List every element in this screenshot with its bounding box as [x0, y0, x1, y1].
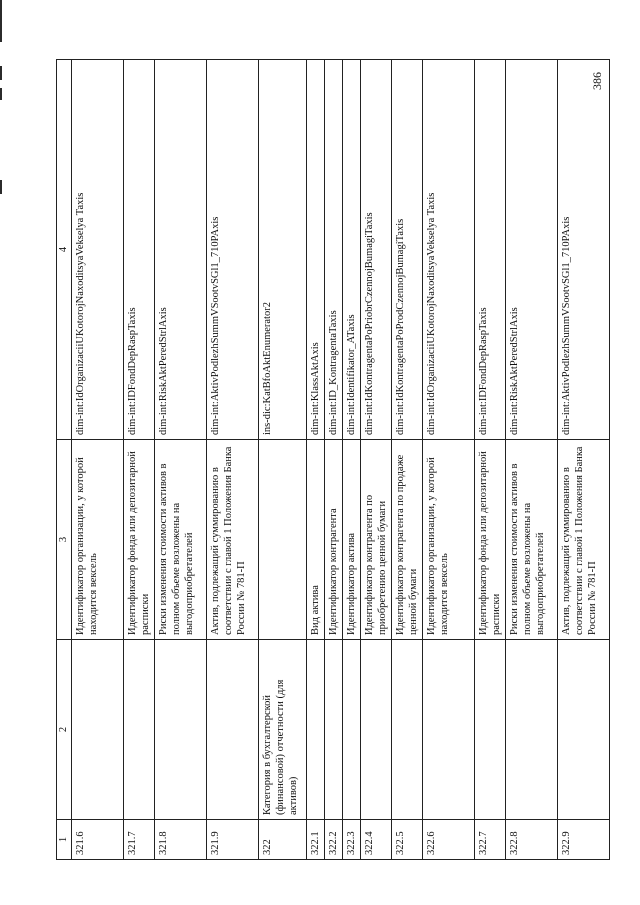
table-row — [72, 60, 124, 860]
dimension-cell: dim-int:RiskAktPeredStrlAxis — [506, 60, 558, 440]
table-row — [325, 60, 343, 860]
dimension-cell: dim-int:RiskAktPeredStrlAxis — [155, 60, 207, 440]
description-cell: Идентификатор фонда или депозитарной расписки — [124, 440, 155, 640]
description-cell: Идентификатор фонда или депозитарной расписки — [475, 440, 506, 640]
category-cell: Категория в бухгалтерской (финансовой) отчетности (для активов) — [259, 640, 307, 820]
dimension-cell: dim-int:IdKontragentaPoPriobrCzennojBumagiTaxis — [361, 60, 392, 440]
header-cell: 2 — [57, 640, 72, 820]
row-number-cell: 321.7 — [124, 820, 155, 860]
margin-mark — [0, 0, 2, 42]
table-row — [423, 60, 475, 860]
dimension-cell: dim-int:IdOrganizaciiUKotorojNaxoditsyaVekselya Taxis — [423, 60, 475, 440]
row-number-cell: 322.5 — [392, 820, 423, 860]
category-cell — [343, 640, 361, 820]
category-cell — [307, 640, 325, 820]
table-row — [124, 60, 155, 860]
description-cell: Идентификатор контрагента по продаже ценной бумаги — [392, 440, 423, 640]
description-cell: Идентификатор организации, у которой находится вексель — [72, 440, 124, 640]
header-cell: 3 — [57, 440, 72, 640]
description-cell: Идентификатор контрагента по приобретению ценной бумаги — [361, 440, 392, 640]
table-row — [307, 60, 325, 860]
description-cell: Идентификатор актива — [343, 440, 361, 640]
dimension-cell: dim-int:AktivPodlezhSummVSootvSGl1_710PAxis — [558, 60, 610, 440]
margin-mark — [0, 66, 2, 80]
table-row — [475, 60, 506, 860]
table-row — [506, 60, 558, 860]
row-number-cell: 321.6 — [72, 820, 124, 860]
category-cell — [558, 640, 610, 820]
margin-mark — [0, 88, 2, 100]
row-number-cell: 322.3 — [343, 820, 361, 860]
table-row — [343, 60, 361, 860]
category-cell — [506, 640, 558, 820]
margin-mark — [0, 180, 2, 194]
category-cell — [392, 640, 423, 820]
dimension-cell: dim-int:ID_KontragentaTaxis — [325, 60, 343, 440]
table-row — [207, 60, 259, 860]
dimension-cell: dim-int:IDFondDepRaspTaxis — [475, 60, 506, 440]
table-row — [259, 60, 307, 860]
category-cell — [207, 640, 259, 820]
table-row — [392, 60, 423, 860]
table-header-row — [57, 60, 72, 860]
row-number-cell: 322.9 — [558, 820, 610, 860]
table-row — [155, 60, 207, 860]
row-number-cell: 321.9 — [207, 820, 259, 860]
description-cell: Актив, подлежащий суммированию в соответствии с главой 1 Положения Банка России № 781-П — [207, 440, 259, 640]
dimension-cell: dim-int:Identifikator_ATaxis — [343, 60, 361, 440]
category-cell — [155, 640, 207, 820]
description-cell: Идентификатор контрагента — [325, 440, 343, 640]
description-cell: Риски изменения стоимости активов в полном объеме возложены на выгодоприобретателей — [155, 440, 207, 640]
dimension-cell: dim-int:IDFondDepRaspTaxis — [124, 60, 155, 440]
table-row — [361, 60, 392, 860]
dimension-cell: ins-dic:KatBfoAktEnumerator2 — [259, 60, 307, 440]
description-cell — [259, 440, 307, 640]
header-cell: 4 — [57, 60, 72, 440]
row-number-cell: 322.2 — [325, 820, 343, 860]
category-cell — [72, 640, 124, 820]
category-cell — [475, 640, 506, 820]
row-number-cell: 322.8 — [506, 820, 558, 860]
data-table — [56, 59, 610, 860]
row-number-cell: 322 — [259, 820, 307, 860]
dimension-cell: dim-int:IdKontragentaPoProdCzennojBumagiTaxis — [392, 60, 423, 440]
description-cell: Вид актива — [307, 440, 325, 640]
dimension-cell: dim-int:KlassAktAxis — [307, 60, 325, 440]
category-cell — [361, 640, 392, 820]
description-cell: Идентификатор организации, у которой находится вексель — [423, 440, 475, 640]
table-row — [558, 60, 610, 860]
row-number-cell: 322.6 — [423, 820, 475, 860]
description-cell: Риски изменения стоимости активов в полном объеме возложены на выгодоприобретателей — [506, 440, 558, 640]
dimension-cell: dim-int:IdOrganizaciiUKotorojNaxoditsyaVekselya Taxis — [72, 60, 124, 440]
description-cell: Актив, подлежащий суммированию в соответствии с главой 1 Положения Банка России № 781-П — [558, 440, 610, 640]
category-cell — [124, 640, 155, 820]
category-cell — [423, 640, 475, 820]
row-number-cell: 322.1 — [307, 820, 325, 860]
row-number-cell: 322.7 — [475, 820, 506, 860]
page-number: 386 — [590, 72, 604, 90]
row-number-cell: 322.4 — [361, 820, 392, 860]
dimension-cell: dim-int:AktivPodlezhSummVSootvSGl1_710PAxis — [207, 60, 259, 440]
header-cell: 1 — [57, 820, 72, 860]
category-cell — [325, 640, 343, 820]
row-number-cell: 321.8 — [155, 820, 207, 860]
